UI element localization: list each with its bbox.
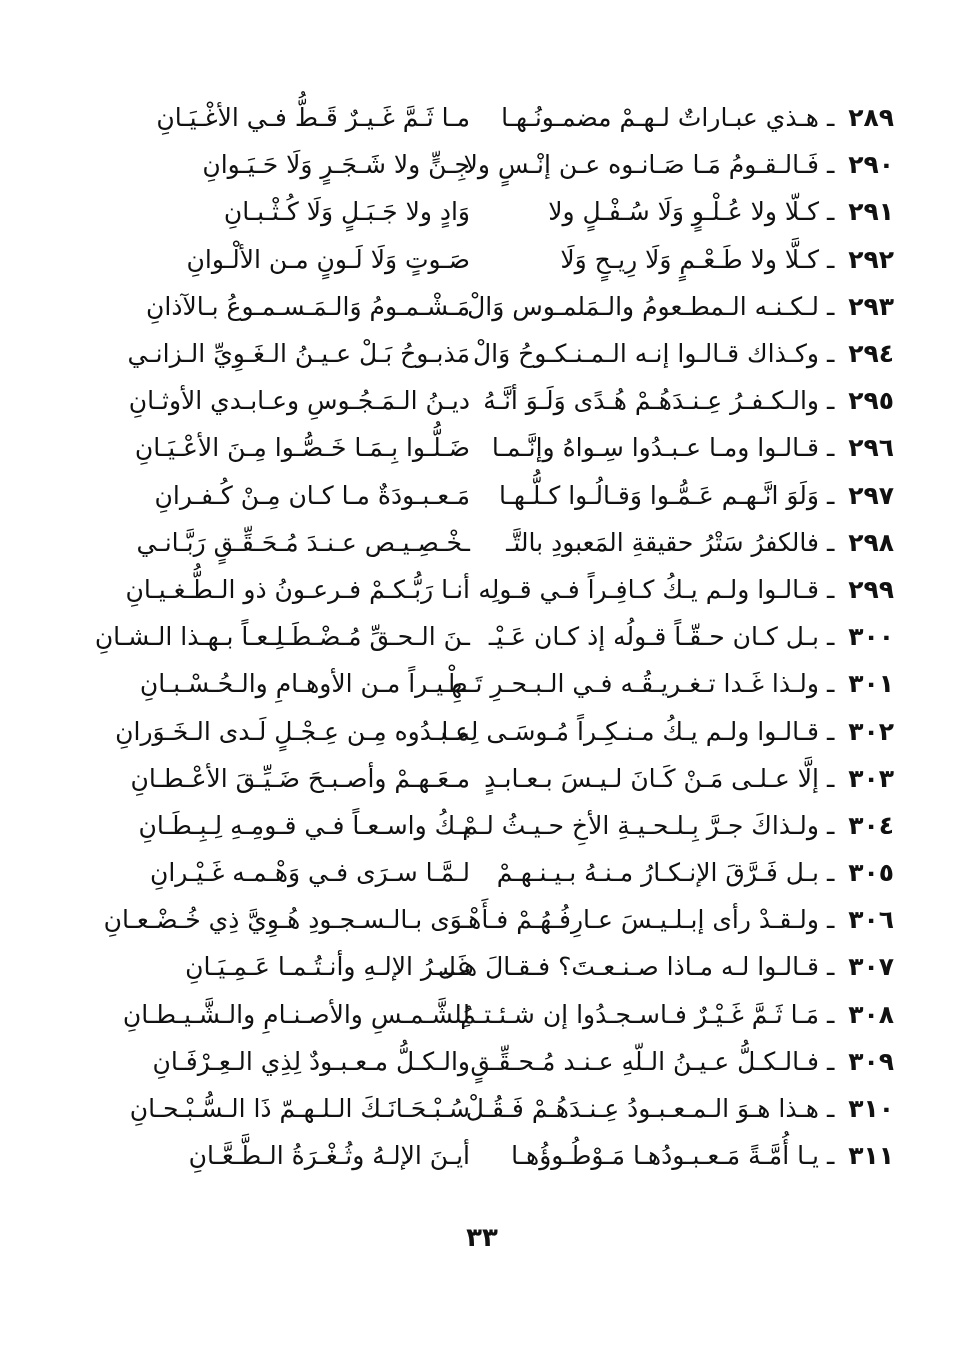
first-hemistich <box>460 896 894 943</box>
verse-row <box>78 283 894 330</box>
verse-row <box>78 1085 894 1132</box>
verse-number: ٢٩٤ <box>848 339 894 369</box>
second-hemistich: مـا ثَـمَّ غَـيـرٌ قَـطُّ فـي الأغْـيَـانِ <box>156 103 470 133</box>
verse-row <box>78 141 894 188</box>
verse-row <box>78 566 894 613</box>
first-hemistich-text: ولـذا غَـدا تـغـريـقُـه فـي الـبـحـرِ تَـطْـ <box>440 669 819 699</box>
verse-number: ٢٩١ <box>848 197 894 227</box>
verse-dash: ـ <box>819 1046 843 1076</box>
first-hemistich <box>470 1038 894 1085</box>
first-hemistich-text: قـالـوا ومـا عـبـدُوا سِـواهُ وإنَّـمـا <box>491 433 819 463</box>
verse-number: ٢٩٣ <box>848 291 894 321</box>
second-hemistich: سُـبْـحَـانَـكَ الـلـهـمّ ذَا الـسُّـبْـحـانِ <box>129 1094 470 1124</box>
second-hemistich: جِـنٍّ ولا شَـجَـرٍ وَلَا حَـيَـوانِ <box>202 150 470 180</box>
first-hemistich <box>467 283 894 330</box>
first-hemistich-text: هـذي عبـاراتٌ لـهـمْ مضمـونُـهـا <box>501 103 819 133</box>
verse-number: ٢٩٢ <box>848 244 894 274</box>
verse-number: ٣٠٧ <box>848 952 894 982</box>
verse-dash: ـ <box>819 244 843 274</box>
verse-row <box>78 377 894 424</box>
verse-dash: ـ <box>819 763 843 793</box>
first-hemistich-text: والـكـفـرُ عِـنـدَهُـمْ هُـدًى وَلَـوَ أنَّـهُ <box>483 386 819 416</box>
verse-number: ٢٩٦ <box>848 433 894 463</box>
verse-number: ٢٨٩ <box>848 103 894 133</box>
first-hemistich <box>473 330 894 377</box>
verse-number: ٣٠٤ <box>848 810 894 840</box>
first-hemistich <box>460 991 894 1038</box>
second-hemistich: مَـعـبـودَةٌ مـا كـان مِـنْ كُـفـرانِ <box>154 480 470 510</box>
verse-row <box>78 991 894 1038</box>
first-hemistich-text: وَلَوَ انَّـهـم عَـمُّـوا وَقـالُـوا كـلُّـهـا <box>498 480 819 510</box>
first-hemistich-text: كـلَّا ولا طَـعْـمٍ وَلَا رِيـحٍ وَلَا <box>560 244 819 274</box>
first-hemistich-text: قـالـوا لـه مـاذا صـنـعـتَ؟ فـقـالَ هـل <box>437 952 819 982</box>
verse-dash: ـ <box>819 103 843 133</box>
first-hemistich <box>483 377 894 424</box>
verse-dash: ـ <box>819 1141 843 1171</box>
verse-number: ٣٠٦ <box>848 905 894 935</box>
second-hemistich: مـعَـهـمْ وأصـبـحَ ضَـيِّـقَ الأعْـطـانِ <box>130 763 470 793</box>
verse-number: ٣٠٨ <box>848 999 894 1029</box>
first-hemistich <box>484 755 894 802</box>
second-hemistich: لِلشَّـمـسِ والأصـنـامِ والـشَّـيـطـانِ <box>122 999 470 1029</box>
first-hemistich-text: مَـا ثَـمَّ غَـيْـرٌ فـاسـجـدُوا إن شـئـتـمُ <box>460 999 819 1029</box>
second-hemistich: ـهِـيـراً مـن الأوهـامِ والـحُـسْـبـانِ <box>139 669 470 699</box>
second-hemistich: ـوَى بـالـسـجـودِ هُـوِيَّ ذِي خُـضْـعـانِ <box>103 905 470 935</box>
verse-row <box>78 943 894 990</box>
verse-number: ٣٠٥ <box>848 858 894 888</box>
page-number: ٣٣ <box>466 1223 498 1253</box>
verse-row <box>78 849 894 896</box>
verse-number: ٣٠٣ <box>848 763 894 793</box>
first-hemistich <box>465 1085 894 1132</box>
verse-number: ٢٩٨ <box>848 527 894 557</box>
verse-dash: ـ <box>819 999 843 1029</box>
verse-number: ٣١١ <box>848 1141 894 1171</box>
first-hemistich-text: كـلّا ولا عُـلْـوٍ وَلَا سُـفْـلٍ ولا <box>548 197 819 227</box>
second-hemistich: عـبـدُوه مِـن عِـجْـلٍ لَـدى الـخَـوَرانِ <box>115 716 470 746</box>
verse-row <box>78 472 894 519</box>
first-hemistich-text: ولـقـدْ رأى إبـلـيـسَ عـارِفُـهُـمْ فـأَهْـ <box>460 905 819 935</box>
verse-dash: ـ <box>819 527 843 557</box>
first-hemistich-text: إلَّا عـلـى مَـنْ كَـانَ لـيـسَ بـعـابـدٍ <box>484 763 819 793</box>
first-hemistich-text: قـالـوا ولـم يـكُ مـنـكِـراً مُـوسَـى لِمـا <box>441 716 819 746</box>
verse-dash: ـ <box>819 480 843 510</box>
second-hemistich: أيـنَ الإلـهُ وثُـغْـرَةُ الـطَّـعَّـانِ <box>188 1141 470 1171</box>
first-hemistich <box>502 1132 894 1179</box>
first-hemistich-text: لـكـنـه الـمطـعومُ والـمَلمـوس وَالْ <box>467 291 819 321</box>
verse-row <box>78 519 894 566</box>
verse-dash: ـ <box>819 858 843 888</box>
verse-number: ٣٠٢ <box>848 716 894 746</box>
first-hemistich <box>478 566 894 613</box>
first-hemistich-text: بـل فَـرَّقَ الإنـكـارُ مـنـهُ بـيـنـهـمْ <box>496 858 819 888</box>
first-hemistich <box>502 236 894 283</box>
second-hemistich: وَادٍ ولا جَـبَـلٍ وَلَا كُـثْـبـانِ <box>223 197 470 227</box>
first-hemistich-text: وكـذاك قـالـوا إنـه الـمـنـكـوحُ وَالْ <box>473 339 819 369</box>
verse-row <box>78 755 894 802</box>
verse-dash: ـ <box>819 810 843 840</box>
verse-dash: ـ <box>819 291 843 321</box>
verse-row <box>78 94 894 141</box>
first-hemistich <box>498 472 894 519</box>
poem-verses <box>78 94 894 1179</box>
first-hemistich-text: ولـذاكَ جـرَّ بِـلـحـيـةِ الأخِ حـيـثُ لـمْ <box>462 810 819 840</box>
first-hemistich <box>502 519 894 566</box>
first-hemistich <box>502 188 894 235</box>
verse-row <box>78 330 894 377</box>
verse-row <box>78 802 894 849</box>
second-hemistich: مَذبـوحُ بَـلْ عـيـنُ الـغَـوِيِّ الـزانـي <box>127 339 470 369</box>
first-hemistich-text: يـا أُمَّـةً مَـعـبـودُهـا مَـوْطُـوؤُهـا <box>511 1141 819 1171</box>
verse-dash: ـ <box>819 433 843 463</box>
first-hemistich <box>502 94 894 141</box>
verse-number: ٣٠٩ <box>848 1046 894 1076</box>
verse-dash: ـ <box>819 1094 843 1124</box>
first-hemistich <box>496 849 894 896</box>
first-hemistich-text: فـالـكـلُّ عـيـنُ الـلّهِ عـنـد مُـحـقِّـقٍ <box>470 1046 819 1076</box>
first-hemistich <box>437 943 894 990</box>
second-hemistich: يـكُ واسـعـاً فـي قـومِـهِ لِـبِـطَـانِ <box>138 810 470 840</box>
second-hemistich: ضَـلُّـوا بِـمَـا خَـصُّـوا مِـنَ الأعْـيَـانِ <box>134 433 470 463</box>
verse-row <box>78 236 894 283</box>
second-hemistich: والـكـلُّ مـعـبـودٌ لِذِي الـعِـرْفَـانِ <box>152 1046 470 1076</box>
verse-number: ٢٩٥ <box>848 386 894 416</box>
first-hemistich-text: فَـالـقـومُ مَـا صَـانـوه عـن إنْـسٍ ولا <box>463 150 819 180</box>
verse-number: ٣٠١ <box>848 669 894 699</box>
verse-number: ٣١٠ <box>848 1094 894 1124</box>
verse-dash: ـ <box>819 905 843 935</box>
second-hemistich: غَـيـرُ الإلـهِ وأنـتُـمـا عَـمِـيَـانِ <box>185 952 470 982</box>
verse-dash: ـ <box>819 339 843 369</box>
verse-number: ٢٩٠ <box>848 150 894 180</box>
second-hemistich: صَـوتٍ وَلَا لَـونٍ مـن الألْـوانِ <box>186 244 470 274</box>
verse-row <box>78 660 894 707</box>
first-hemistich <box>462 802 894 849</box>
verse-dash: ـ <box>819 622 843 652</box>
first-hemistich-text: قـالـوا ولـم يـكُ كـافِـراً فـي قـولِه <box>478 574 819 604</box>
first-hemistich-text: بـل كـان حـقّـاً قـولُه إذ كـان عَـيْـ <box>488 622 819 652</box>
verse-dash: ـ <box>819 952 843 982</box>
second-hemistich: ـخْـصِـيـص عـنـدَ مُـحَـقِّـقٍ رَبَّـانـي <box>136 527 470 557</box>
second-hemistich: أنـا رَبُّـكـمْ فـرعـونُ ذو الـطُّـغـيـانِ <box>125 574 470 604</box>
verse-row <box>78 188 894 235</box>
verse-row <box>78 896 894 943</box>
first-hemistich <box>491 424 894 471</box>
verse-row <box>78 613 894 660</box>
first-hemistich-text: فالكفرُ سَتْرُ حقيقةِ المَعبودِ بالتَّـ <box>506 527 819 557</box>
verse-dash: ـ <box>819 716 843 746</box>
verse-row <box>78 1038 894 1085</box>
second-hemistich: لـمَّـا سـرَى فـي وَهْـمـه غَـيْـرانِ <box>150 858 470 888</box>
first-hemistich <box>440 660 894 707</box>
verse-dash: ـ <box>819 669 843 699</box>
verse-number: ٢٩٧ <box>848 480 894 510</box>
first-hemistich <box>488 613 894 660</box>
verse-dash: ـ <box>819 150 843 180</box>
second-hemistich: ديـنُ الـمَـجُـوسِ وعـابـدي الأوثـانِ <box>128 386 470 416</box>
verse-dash: ـ <box>819 574 843 604</box>
first-hemistich-text: هـذا هـوَ الـمـعـبـودُ عِـنـدَهُـمْ فَـقُـلْ <box>465 1094 819 1124</box>
verse-number: ٣٠٠ <box>848 622 894 652</box>
verse-number: ٢٩٩ <box>848 574 894 604</box>
first-hemistich <box>463 141 894 188</box>
verse-dash: ـ <box>819 197 843 227</box>
second-hemistich: ـنَ الـحـقِّ مُـضْـطَـلِـعـاً بـهـذا الـشـانِ <box>94 622 470 652</box>
verse-dash: ـ <box>819 386 843 416</box>
first-hemistich <box>441 708 894 755</box>
verse-row <box>78 707 894 754</box>
second-hemistich: مَـشْـمـومُ وَالـمَـسـمـوعُ بـالآذانِ <box>146 291 470 321</box>
verse-row <box>78 424 894 471</box>
verse-row <box>78 1132 894 1179</box>
